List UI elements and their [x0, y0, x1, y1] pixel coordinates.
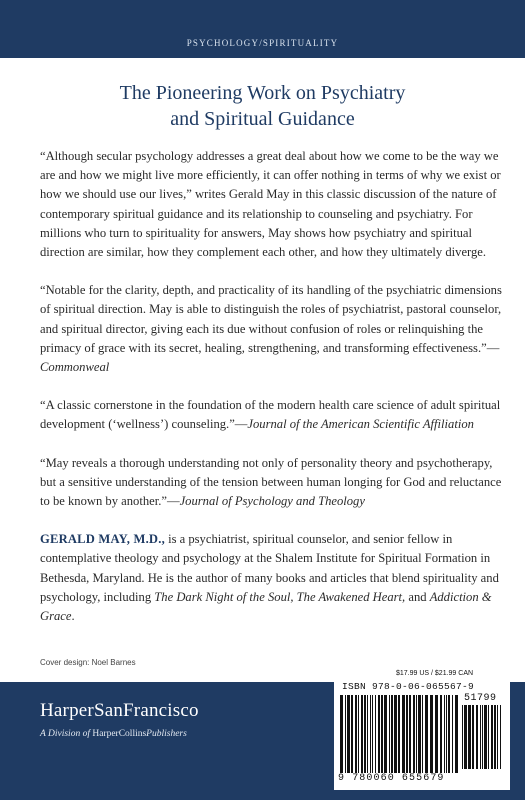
- title-line-2: and Spiritual Guidance: [170, 108, 355, 130]
- author-book-2: Addiction & Grace: [40, 589, 492, 624]
- division-name: HarperCollins: [92, 729, 147, 739]
- division-suffix: Publishers: [146, 729, 187, 739]
- top-band: [0, 0, 525, 58]
- price-label: $17.99 US / $21.99 CAN: [396, 670, 474, 677]
- blurb-jasa: [40, 396, 502, 434]
- blurb-text: “Although secular psychology addresses a great deal about how we come to be the way we are and how we might live more efficiently, it can offer nothing in terms of why we exist or how we should use our lives,” writes Gerald May in this classic discussion of the nature of contemporary spiritual guidance and its relationship to counseling and psychiatry. For millions who turn to spirituality for answers, May shows how psychiatry and spiritual direction are similar, how they complement each other, and how they ultimately diverge.: [40, 149, 501, 260]
- ean-digits: 9 780060 655679: [338, 773, 445, 784]
- author-name: GERALD MAY, M.D.,: [40, 532, 165, 547]
- author-and: and: [405, 589, 430, 604]
- blurb-jpt: [40, 454, 502, 512]
- supplement-barcode-icon: [462, 705, 504, 769]
- barcode-icon: [340, 695, 458, 773]
- blurb-source: Journal of the American Scientific Affiliation: [247, 417, 474, 432]
- back-cover-title: [40, 80, 485, 132]
- publisher-division: [40, 729, 187, 739]
- blurb-intro: [40, 147, 502, 262]
- isbn-label: ISBN 978-0-06-065567-9: [342, 681, 475, 692]
- blurb-text: “May reveals a thorough understanding not only of personality theory and psychotherapy, but a sensitive understanding of the tension between human longing for God and reluctance to be known by another.”—: [40, 455, 502, 509]
- author-bio: [40, 530, 502, 626]
- barcode-panel: [334, 665, 510, 790]
- blurb-source: Commonweal: [40, 360, 110, 375]
- blurb-commonweal: [40, 281, 502, 377]
- publisher-name: HarperSanFrancisco: [40, 700, 199, 721]
- blurb-text: “A classic cornerstone in the foundation of the modern health care science of adult spiritual development (‘wellness’) counseling.”—: [40, 398, 501, 432]
- blurb-text: “Notable for the clarity, depth, and practicality of its handling of the psychiatric dimensions of spiritual direction. May is able to distinguish the roles of psychiatrist, pastoral counselor, and spiritual director, giving each its due without confusion of roles or relinquishing the primacy of grace with its secret, healing, strengthening, and transforming effectiveness.”—: [40, 283, 502, 355]
- back-cover-body: [40, 147, 502, 626]
- blurb-source: Journal of Psychology and Theology: [179, 494, 365, 509]
- author-bio-end: .: [71, 609, 75, 624]
- author-bio-text: is a psychiatrist, spiritual counselor, and senior fellow in contemplative theology and psychology at the Shalem Institute for Spiritual Formation in Bethesda, Maryland. He is the author of many books and articles that blend spirituality and psychology, including: [40, 532, 499, 604]
- supplement-code: 51799: [464, 693, 497, 704]
- category-label: PSYCHOLOGY/SPIRITUALITY: [186, 38, 339, 48]
- cover-design-credit: Cover design: Noel Barnes: [40, 658, 136, 667]
- division-prefix: A Division of: [40, 729, 93, 739]
- author-book-1: The Dark Night of the Soul, The Awakened Heart,: [154, 589, 406, 604]
- title-line-1: The Pioneering Work on Psychiatry: [119, 82, 406, 104]
